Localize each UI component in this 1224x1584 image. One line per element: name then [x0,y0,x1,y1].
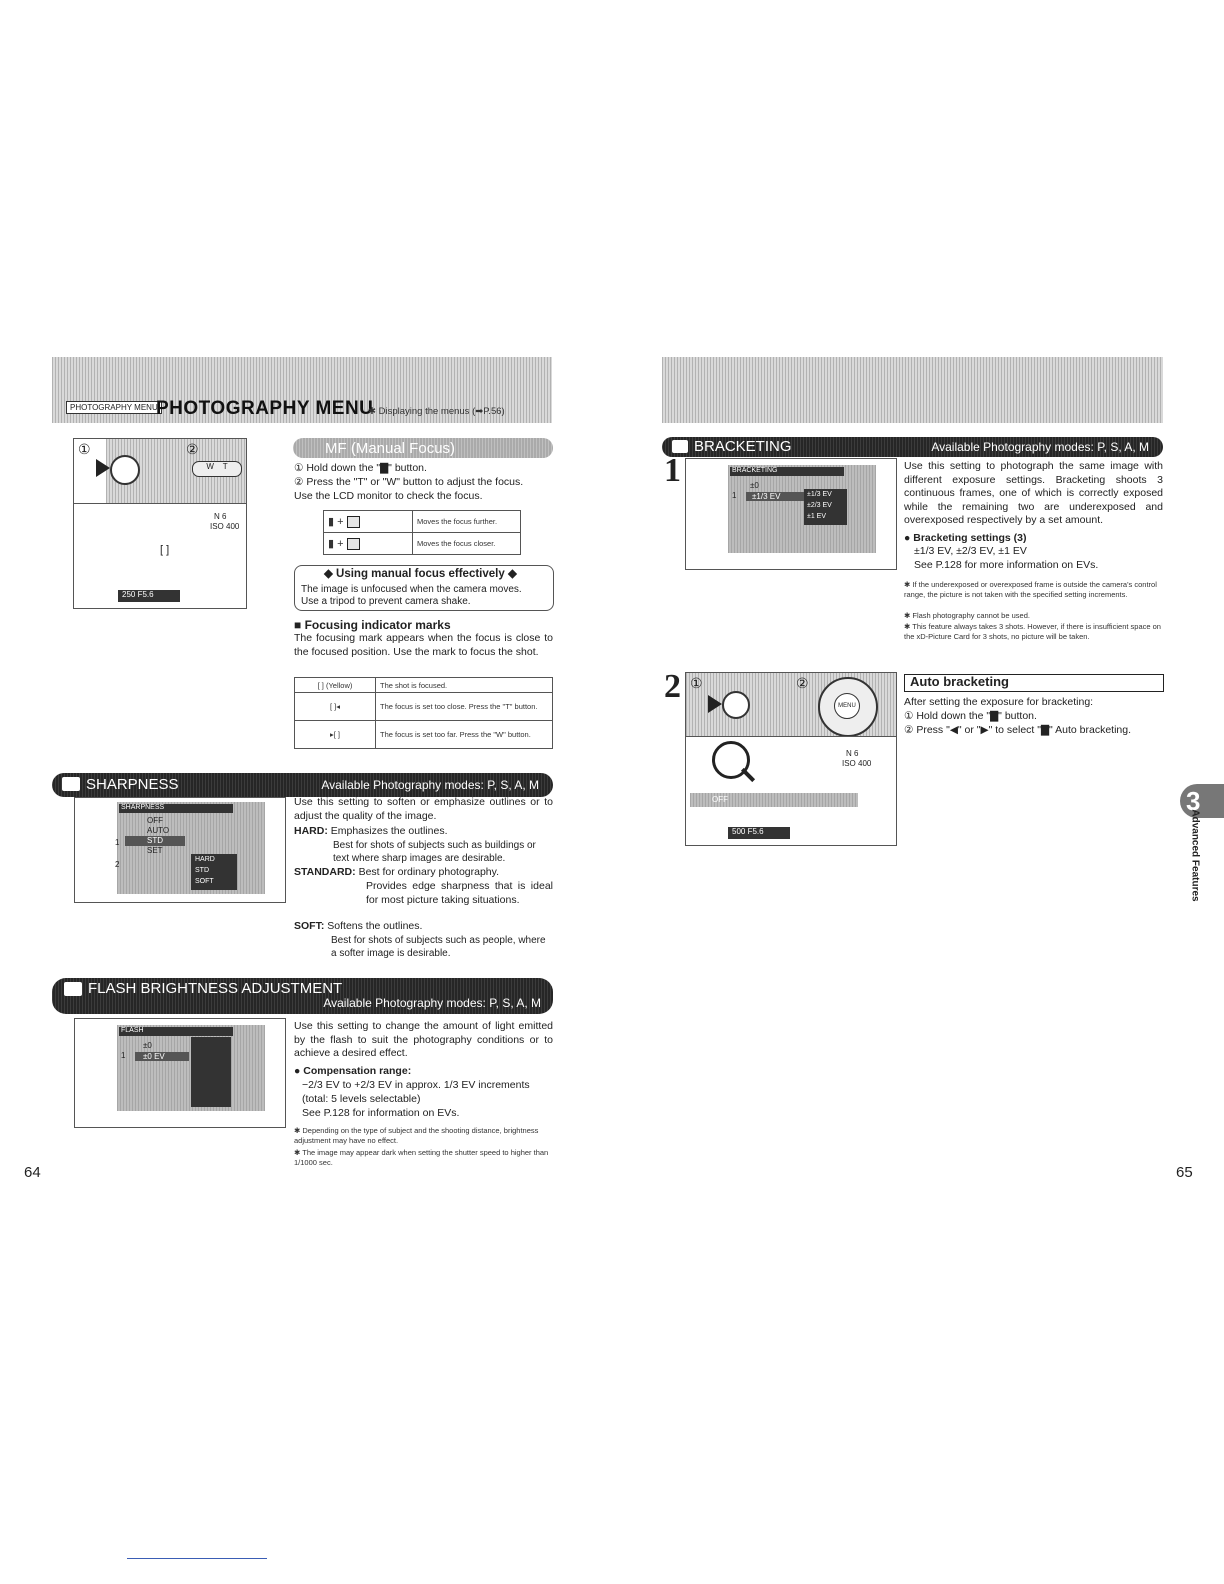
mf-step-1: ① Hold down the "▇" button. [294,462,427,474]
bracketing-intro: Use this setting to photograph the same image with different exposure settings. Bracketing shoots 3 continuous frames, one of which is correctly exposed while the remaining two are underexposed and overexposed respectively by a set amount. [904,460,1163,526]
mf-step-2: ② Press the "T" or "W" button to adjust the focus. [294,476,524,488]
sharpness-menu-header: SHARPNESS [119,804,233,813]
step-number-2: 2 [664,668,681,705]
auto-bracketing-title: Auto bracketing [910,674,1009,689]
camera-illustration-box [73,438,247,505]
focus-button [110,455,140,485]
focus-closer-desc: Moves the focus closer. [413,533,521,555]
indicator-mark-3: ▸[ ] [295,721,376,749]
auto-bracketing-line-2: ① Hold down the "▇" button. [904,710,1037,722]
bracketing-menu-num: 1 [732,491,737,500]
sharpness-menu-item: OFF [147,816,163,825]
standard-text: Best for ordinary photography. [358,866,500,878]
sharpness-soft [294,920,422,934]
page-number-right: 65 [1176,1164,1193,1181]
focus-direction-table: ▮ + Moves the focus further. ▮ + Moves the focus closer. [323,510,521,555]
bracketing-menu-header: BRACKETING [730,467,844,476]
pointer-arrow-icon [96,459,110,477]
page-title: PHOTOGRAPHY MENU [156,398,374,419]
lcd-status-top: N 6 [214,512,227,521]
pointer-arrow-icon [708,695,722,713]
bracketing-note-1-text: If the underexposed or overexposed frame is outside the camera's control range, the picture is not taken with the specified setting increments. [904,580,1157,599]
bracketing-title: BRACKETING [694,438,792,455]
sharpness-options [191,854,237,890]
flash-modes: Available Photography modes: P, S, A, M [323,996,541,1010]
flash-range-line-2: (total: 5 levels selectable) [302,1093,421,1105]
sharpness-standard [294,866,499,880]
sharpness-option: HARD [195,856,215,863]
focusing-indicator-title: ■ Focusing indicator marks [294,618,451,632]
hard-label: HARD: [294,825,328,837]
lcd-iso: ISO 400 [210,522,240,531]
step-marker-2: ② [796,675,809,691]
bracketing-note-3-text: This feature always takes 3 shots. However, if there is insufficient space on the xD-Picture Card for 3 shots, no picture will be taken. [904,622,1161,641]
auto-bracketing-line-1: After setting the exposure for bracketing: [904,696,1094,708]
magnifier-handle [741,768,755,782]
indicator-desc-1: The shot is focused. [376,678,553,693]
bracketing-settings-title: ● Bracketing settings (3) [904,532,1027,544]
bracketing-settings-values: ±1/3 EV, ±2/3 EV, ±1 EV [914,545,1027,557]
flash-note-1-text: Depending on the type of subject and the shooting distance, brightness adjustment may have no effect. [294,1126,539,1145]
flash-note-2-text: The image may appear dark when setting the shutter speed to higher than 1/1000 sec. [294,1148,549,1167]
sharpness-option: SOFT [195,878,214,885]
lcd-iso: ISO 400 [842,759,872,768]
indicator-mark-2: [ ]◂ [295,693,376,721]
flash-range-line-3: See P.128 for information on EVs. [302,1107,460,1119]
menu-reference-note: ✱ Displaying the menus (➡P.56) [368,406,505,417]
step-marker-1: ① [78,441,91,457]
zoom-buttons: W T [192,461,242,477]
auto-bracketing-line-3: ② Press "◀" or "▶" to select "▇" Auto bracketing. [904,724,1132,736]
focusing-indicator-text: The focusing mark appears when the focus is close to the focused position. Use the mark to focus the shot. [294,632,553,658]
flash-title: FLASH BRIGHTNESS ADJUSTMENT [88,980,343,997]
lcd-monitor [73,503,247,609]
sharpness-hard-detail: Best for shots of subjects such as buildings or text where sharp images are desirable. [333,840,536,864]
flash-menu-num: 1 [121,1051,126,1060]
indicator-desc-2: The focus is set too close. Press the "T" button. [376,693,553,721]
bracketing-options [804,489,847,525]
sharpness-icon [62,777,80,791]
hard-text: Emphasizes the outlines. [330,825,448,837]
mf-step-3: Use the LCD monitor to check the focus. [294,490,483,502]
sharpness-menu-num-1: 1 [115,838,120,847]
flash-icon [64,982,82,996]
focus-frame: [ ] [160,544,170,556]
bracketing-menu-item: ±0 [750,481,759,490]
tip-title: ◆ Using manual focus effectively ◆ [320,566,521,580]
flash-intro: Use this setting to change the amount of light emitted by the flash to suit the photography conditions or to achieve a desired effect. [294,1020,553,1059]
bracketing-note-3: ✱ This feature always takes 3 shots. However, if there is insufficient space on the xD-Picture Card for 3 shots, no picture will be taken. [904,622,1161,641]
step-marker-2: ② [186,441,199,457]
bracketing-note-1: ✱ If the underexposed or overexposed frame is outside the camera's control range, the picture is not taken with the specified setting increments. [904,580,1157,599]
sharpness-menu-item: AUTO [147,826,170,835]
flash-menu-item: ±0 [143,1041,152,1050]
footer-rule [127,1558,267,1559]
bracketing-mode-strip [690,793,858,807]
bracketing-section-bar [662,437,1163,457]
flash-range-title: ● Compensation range: [294,1065,412,1077]
standard-label: STANDARD: [294,866,356,878]
flash-note-1: ✱ Depending on the type of subject and the shooting distance, brightness adjustment may have no effect. [294,1126,539,1145]
bracketing-settings-see: See P.128 for more information on EVs. [914,559,1099,571]
sharpness-hard [294,825,447,839]
tip-line-2: Use a tripod to prevent camera shake. [301,596,471,607]
bracketing-option: ±2/3 EV [807,502,832,509]
sharpness-title: SHARPNESS [86,776,179,793]
bracketing-option: ±1/3 EV [807,491,832,498]
step-marker-1: ① [690,675,703,691]
chapter-label: Advanced Features [1189,809,1201,902]
bracketing-modes: Available Photography modes: P, S, A, M [931,440,1149,454]
flash-menu-header: FLASH [119,1027,233,1036]
lcd-n-count: N 6 [846,749,859,758]
sharpness-modes: Available Photography modes: P, S, A, M [321,778,539,792]
flash-level-scale [191,1037,231,1107]
flash-menu-item: ±0 EV [135,1052,189,1061]
bracketing-menu-item: ±1/3 EV [746,492,804,501]
soft-label: SOFT: [294,920,325,932]
focus-further-desc: Moves the focus further. [413,511,521,533]
mf-section-title [293,438,553,458]
sharpness-menu-item: STD [125,836,185,846]
sharpness-soft-detail: Best for shots of subjects such as people, where a softer image is desirable. [331,935,546,959]
lcd-exposure-bar: 500 F5.6 [728,827,790,839]
flash-note-2: ✱ The image may appear dark when setting the shutter speed to higher than 1/1000 sec. [294,1148,549,1167]
bracketing-note-2-text: Flash photography cannot be used. [912,611,1030,620]
indicator-desc-3: The focus is set too far. Press the "W" button. [376,721,553,749]
flash-range-line-1: −2/3 EV to +2/3 EV in approx. 1/3 EV increments [302,1079,530,1091]
sharpness-intro: Use this setting to soften or emphasize outlines or to adjust the quality of the image. [294,796,553,822]
sharpness-section-bar [52,773,553,797]
bracketing-button [722,691,750,719]
bracketing-option: ±1 EV [807,513,827,520]
sharpness-menu-screenshot [74,797,286,903]
sharpness-option: STD [195,867,209,874]
tip-line-1: The image is unfocused when the camera moves. [301,584,522,595]
flash-section-bar [52,978,553,1014]
header-bar-right [662,357,1163,423]
soft-text: Softens the outlines. [327,920,423,932]
header-badge: PHOTOGRAPHY MENU [66,401,162,414]
sharpness-standard-detail: Provides edge sharpness that is ideal for most picture taking situations. [366,880,553,906]
strip-off-label: OFF [712,795,728,804]
sharpness-menu-item: SET [147,846,163,855]
bracketing-note-2: ✱ Flash photography cannot be used. [904,611,1030,620]
menu-ok-button: MENU [834,693,860,719]
bracketing-menu-screenshot [685,458,897,570]
bracketing-lcd-monitor [685,736,897,846]
focus-indicator-table [294,677,553,749]
flash-menu-screenshot [74,1018,286,1128]
step-number-1: 1 [664,452,681,489]
sharpness-menu-num-2: 2 [115,860,120,869]
indicator-mark-1: [ ] (Yellow) [295,678,376,693]
mf-title-text: MF (Manual Focus) [325,440,456,457]
chapter-number: 3 [1186,786,1201,816]
lcd-exposure-bar: 250 F5.6 [118,590,180,602]
page-number-left: 64 [24,1164,41,1181]
bracketing-camera-illustration [685,672,897,738]
